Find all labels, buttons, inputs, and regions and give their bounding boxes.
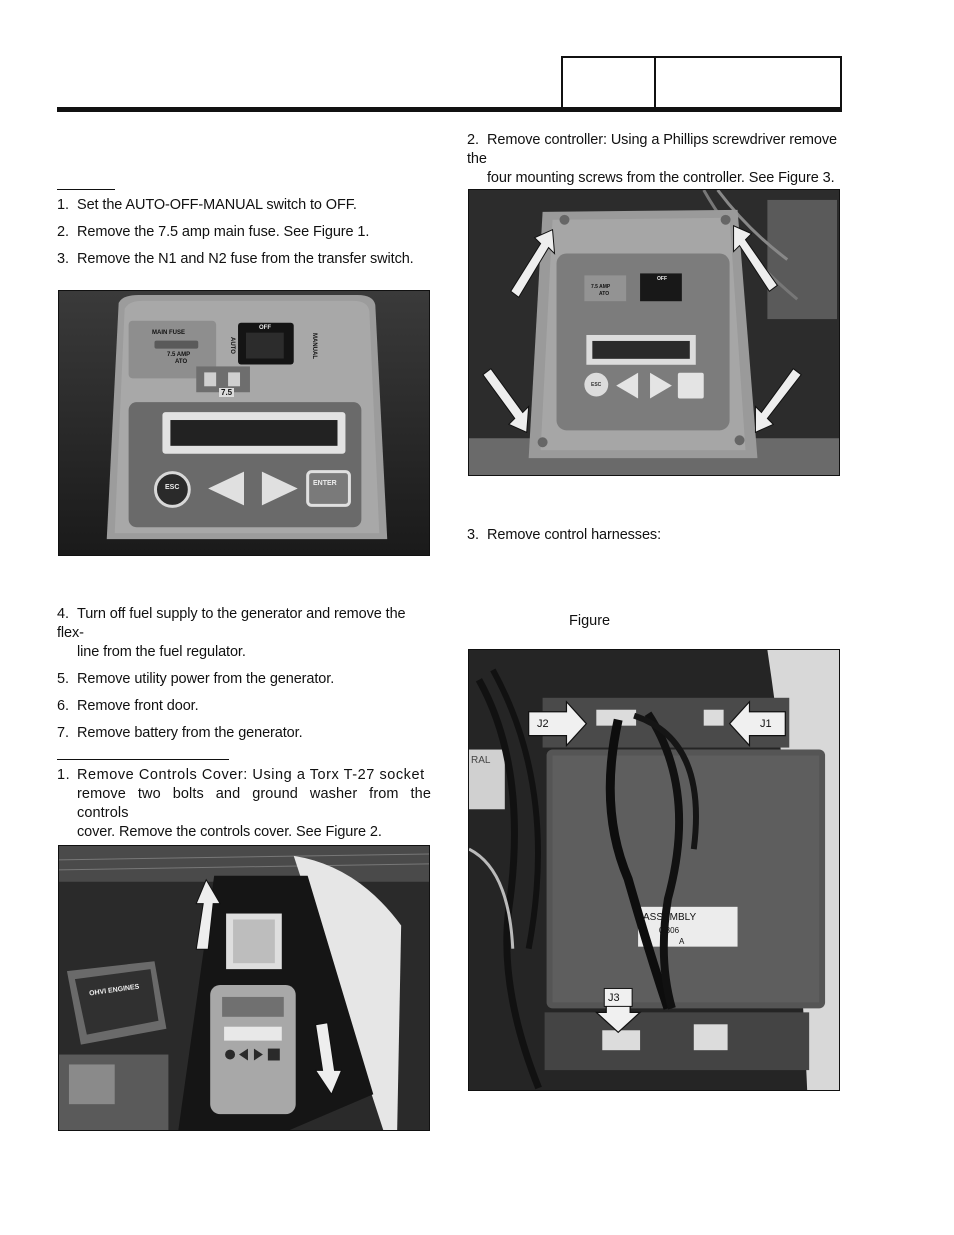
figure-4-svg <box>469 650 839 1090</box>
fig1-main-fuse-label: MAIN FUSE <box>152 330 185 336</box>
step-list-b <box>57 605 432 743</box>
step-item: 3. Remove the N1 and N2 fuse from the transfer switch. <box>57 251 414 267</box>
figure-4-photo <box>468 649 840 1091</box>
header-box-title <box>654 56 842 109</box>
step-item: 5. Remove utility power from the generator. <box>57 671 335 687</box>
figure-1-svg <box>59 291 429 555</box>
fig4-j2-label: J2 <box>537 718 549 730</box>
section-underline <box>57 759 229 760</box>
step-item: 6. Remove front door. <box>57 698 199 714</box>
header-rule <box>57 107 842 112</box>
fig4-assembly-label: ASSEMBLY <box>643 912 697 923</box>
fig1-off-label: OFF <box>259 325 271 331</box>
fig4-part-label: 0 806 <box>659 926 680 935</box>
step-3: 3. Remove control harnesses: <box>467 527 661 543</box>
fig1-enter-label: ENTER <box>313 480 337 487</box>
fig4-j3-label: J3 <box>608 992 620 1004</box>
fig3-ato-label: ATO <box>599 291 610 297</box>
fig2-engine-brand: OHVI ENGINES <box>88 983 140 998</box>
figure-3-photo <box>468 189 840 476</box>
step-item: 4. Turn off fuel supply to the generator and remove the flex- line from the fuel regulator. <box>57 606 406 660</box>
fig4-ral-label: RAL <box>471 755 491 766</box>
step-item: 7. Remove battery from the generator. <box>57 725 303 741</box>
figure-caption-word: Figure <box>569 613 611 629</box>
fig4-rev-label: A <box>679 937 685 946</box>
header-box-section <box>561 56 656 109</box>
figure-2-photo <box>58 845 430 1131</box>
fig1-esc-label: ESC <box>165 484 180 491</box>
fig1-manual-label: MANUAL <box>311 333 317 359</box>
fig4-j1-label: J1 <box>760 718 772 730</box>
fig1-auto-label: AUTO <box>229 337 235 354</box>
figure-1-photo <box>58 290 430 556</box>
figure-3-svg <box>469 190 839 475</box>
fig1-ato-label: ATO <box>175 359 188 365</box>
step-item: 1. Set the AUTO-OFF-MANUAL switch to OFF. <box>57 197 357 213</box>
step-item: 2. Remove the 7.5 amp main fuse. See Figure 1. <box>57 224 370 240</box>
step-list-a <box>57 196 432 269</box>
fig3-esc-label: ESC <box>591 382 602 388</box>
fig1-fuse-value: 7.5 <box>221 388 233 397</box>
step-2: 2. Remove controller: Using a Phillips screwdriver remove the four mounting screws from the controller. See Figure 3. <box>467 132 837 186</box>
section-underline <box>57 189 115 190</box>
step-c: 1. Remove Controls Cover: Using a Torx T-27 socket remove two bolts and ground washer from the controls cover. Remove the controls cover. See Figure 2. <box>57 767 431 840</box>
fig3-amp-label: 7.5 AMP <box>591 284 611 290</box>
fig3-off-label: OFF <box>657 276 667 282</box>
fig1-amp-label: 7.5 AMP <box>167 352 191 358</box>
